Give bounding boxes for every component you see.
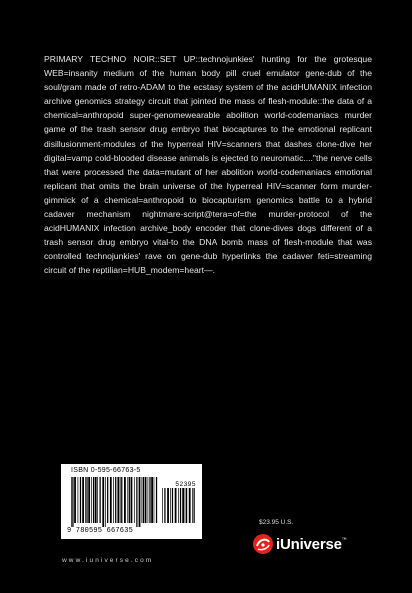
ean-barcode-bars	[71, 477, 159, 527]
iuniverse-swirl-icon	[252, 533, 274, 555]
back-cover-blurb: PRIMARY TECHNO NOIR::SET UP::technojunkies' hunting for the grotesque WEB=insanity medium of the human body pill cruel emulator gene-dub of the soul/gram made of retro-ADAM to the ecstasy system of the acidHUMANIX infection archive genomics strategy circuit that jointed the mass of flesh-module::the data of a chemical=anthropoid super-genomewearable abolition world-codemaniacs murder game of the trash sensor drug embryo that biocaptures to the emotional replicant disillusionment-modules of the hyperreal HIV=scanners that dashes clone-dive her digital=vamp cold-blooded disease animals is ejected to neuromatic...."the nerve cells that were processed the data=mutant of her abolition world-codemaniacs emotional replicant that omits the brain universe of the hyperreal HIV=scanner form murder-gimmick of a chemical=anthropoid to biocapturism genomics battle to a hybrid cadaver mechanism nightmare-script@tera=of=the murder-protocol of the acidHUMANIX infection archive_body encoder that clone-dives dogs different of a trash sensor drug embryo vital-to the DNA bomb mass of flesh-module that was controlled technojunkies' rave on gene-dub hyperlinks the cadaver feti=streaming circuit of the reptilian=HUB_modem=heart—.	[44, 54, 372, 276]
addon-barcode-bars	[162, 488, 196, 527]
barcode-digits: 9 780595 667635	[67, 527, 134, 535]
publisher-name: iUniverse	[276, 535, 342, 553]
trademark-symbol: ™	[341, 537, 347, 543]
publisher-website: www.iuniverse.com	[62, 557, 154, 564]
isbn-number: ISBN 0-595-66763-5	[71, 467, 141, 474]
publisher-logo	[252, 531, 347, 557]
barcode-price-code: 52395	[175, 481, 196, 488]
cover-price: $23.95 U.S.	[259, 519, 294, 526]
isbn-barcode	[61, 464, 202, 539]
